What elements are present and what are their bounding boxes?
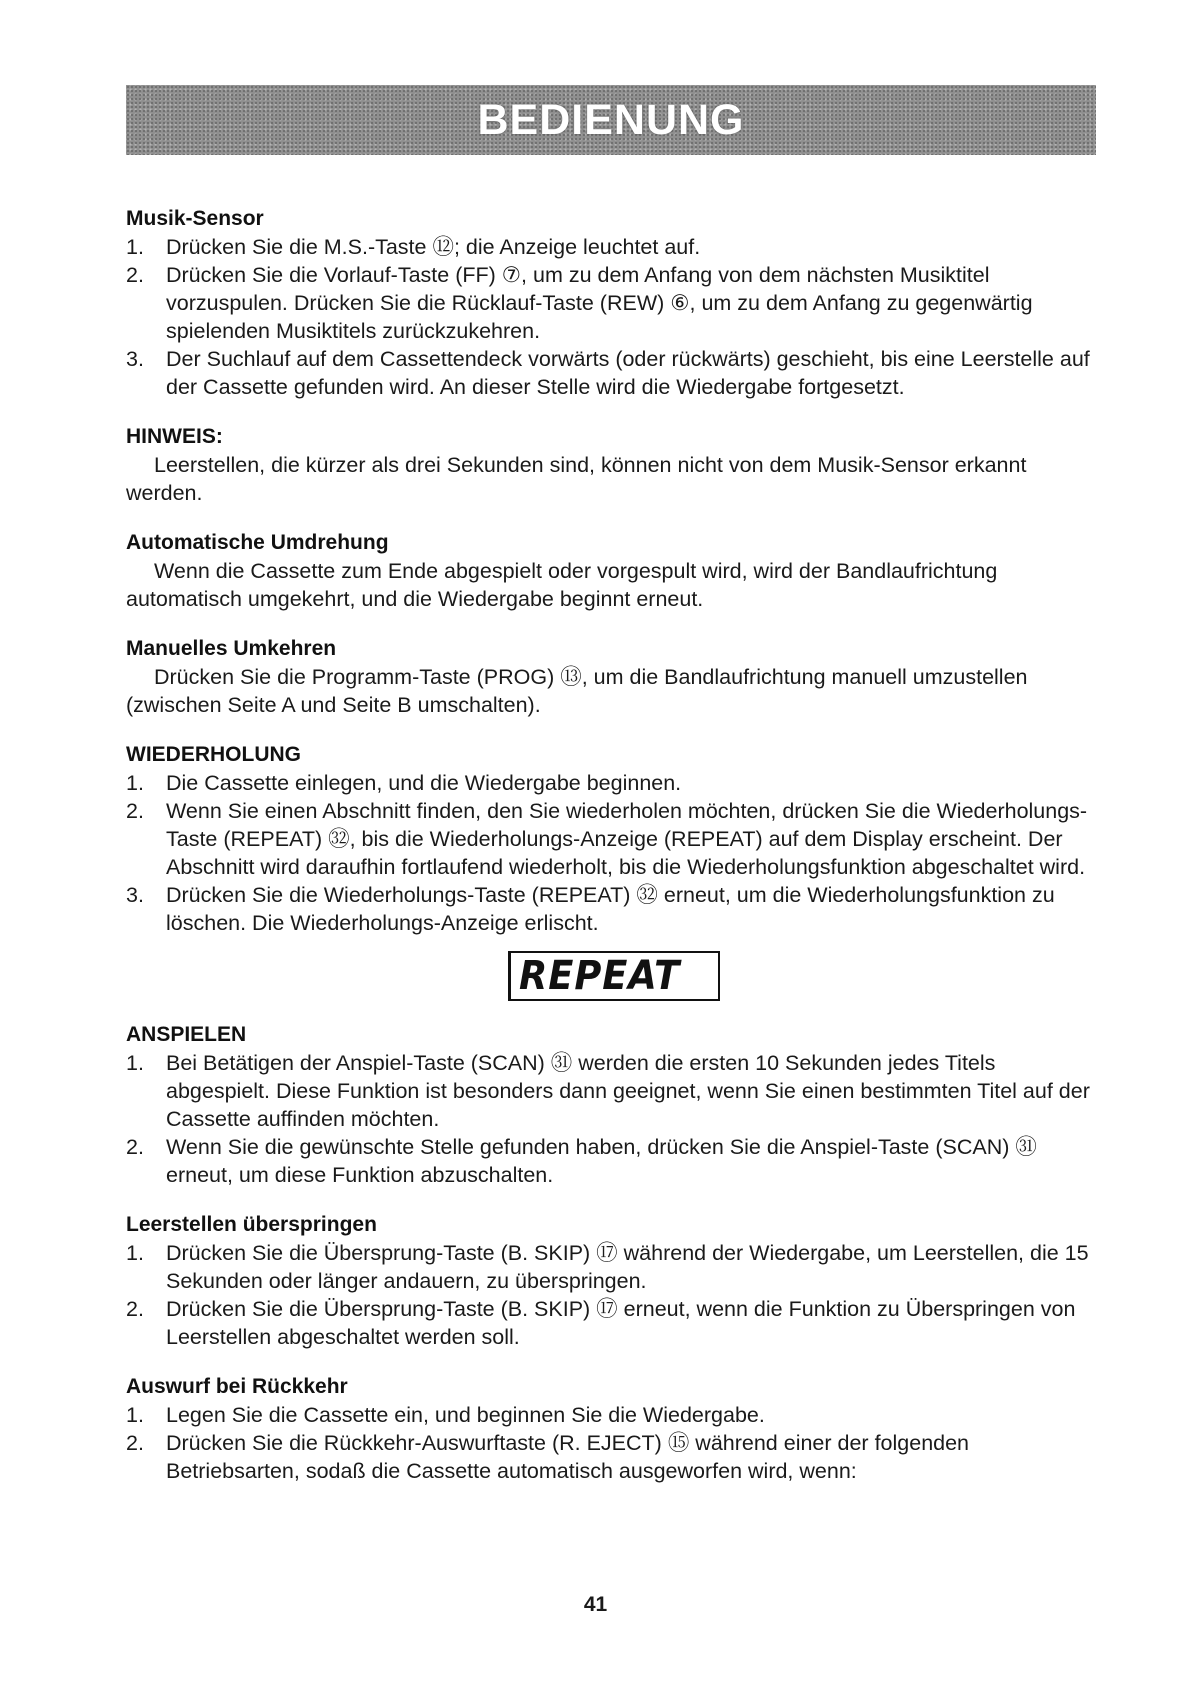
repeat-display-label: REPEAT [519,953,681,999]
step-number: 1. [126,1403,144,1427]
section-scan [126,1021,1096,1189]
step-text: Der Suchlauf auf dem Cassettendeck vorwärts (oder rückwärts) geschieht, bis eine Leerstelle auf der Cassette gefunden wird. An dieser Stelle wird die Wiedergabe fortgesetzt. [166,347,1090,399]
step-number: 1. [126,235,144,259]
step-list [126,233,1096,401]
step-text: Die Cassette einlegen, und die Wiedergabe beginnen. [166,771,682,795]
step-list [126,769,1096,937]
section-heading: Automatische Umdrehung [126,531,389,554]
step-text: Drücken Sie die Rückkehr-Auswurftaste (R. EJECT) ⑮ während einer der folgenden Betriebsarten, sodaß die Cassette automatisch ausgeworfen wird, wenn: [166,1431,970,1483]
list-item [126,261,1096,345]
step-text: Drücken Sie die Übersprung-Taste (B. SKIP) ⑰ erneut, wenn die Funktion zu Überspringen von Leerstellen abgeschaltet werden soll. [166,1297,1076,1349]
page-title: BEDIENUNG [477,95,745,144]
page-number: 41 [583,1593,608,1616]
section-heading: HINWEIS: [126,425,223,448]
step-number: 2. [126,799,144,823]
list-item [126,1133,1096,1189]
title-banner [126,85,1096,155]
list-item [126,1295,1096,1351]
page-content [126,205,1096,1507]
section-heading: ANSPIELEN [126,1023,247,1046]
step-text: Wenn Sie die gewünschte Stelle gefunden haben, drücken Sie die Anspiel-Taste (SCAN) ㉛ erneut, um diese Funktion abzuschalten. [166,1135,1037,1187]
step-number: 3. [126,347,144,371]
step-number: 1. [126,771,144,795]
step-number: 1. [126,1051,144,1075]
section-heading: Leerstellen überspringen [126,1213,377,1236]
step-text: Legen Sie die Cassette ein, und beginnen Sie die Wiedergabe. [166,1403,765,1427]
step-number: 1. [126,1241,144,1265]
section-return-eject [126,1373,1096,1485]
section-manual-reverse [126,635,1096,719]
step-number: 2. [126,1135,144,1159]
list-item [126,797,1096,881]
step-text: Bei Betätigen der Anspiel-Taste (SCAN) ㉛ werden die ersten 10 Sekunden jedes Titels abgespielt. Diese Funktion ist besonders dann geeignet, wenn Sie einen bestimmten Titel auf der Cassette auffinden möchten. [166,1051,1090,1131]
step-text: Drücken Sie die Vorlauf-Taste (FF) ⑦, um zu dem Anfang von dem nächsten Musiktitel vorzuspulen. Drücken Sie die Rücklauf-Taste (REW) ⑥, um zu dem Anfang zu gegenwärtig spielenden Musiktitels zurückzukehren. [166,263,1033,343]
step-number: 2. [126,1297,144,1321]
section-heading: Auswurf bei Rückkehr [126,1375,348,1398]
section-heading: WIEDERHOLUNG [126,743,301,766]
section-repeat [126,741,1096,1001]
list-item [126,233,1096,261]
list-item [126,1429,1096,1485]
step-text: Drücken Sie die M.S.-Taste ⑫; die Anzeige leuchtet auf. [166,235,701,259]
list-item [126,1401,1096,1429]
section-heading: Musik-Sensor [126,207,264,230]
repeat-display-indicator [508,951,720,1001]
list-item [126,881,1096,937]
section-music-sensor [126,205,1096,401]
list-item [126,1049,1096,1133]
section-blank-skip [126,1211,1096,1351]
step-number: 2. [126,263,144,287]
list-item [126,769,1096,797]
note-text: Leerstellen, die kürzer als drei Sekunden sind, können nicht von dem Musik-Sensor erkannt werden. [126,453,1027,505]
step-text: Drücken Sie die Wiederholungs-Taste (REPEAT) ㉜ erneut, um die Wiederholungsfunktion zu löschen. Die Wiederholungs-Anzeige erlischt. [166,883,1055,935]
step-list [126,1401,1096,1485]
list-item [126,1239,1096,1295]
section-text: Wenn die Cassette zum Ende abgespielt oder vorgespult wird, wird der Bandlaufrichtung automatisch umgekehrt, und die Wiedergabe beginnt erneut. [126,559,998,611]
step-text: Wenn Sie einen Abschnitt finden, den Sie wiederholen möchten, drücken Sie die Wiederholungs-Taste (REPEAT) ㉜, bis die Wiederholungs-Anzeige (REPEAT) auf dem Display erscheint. Der Abschnitt wird daraufhin fortlaufend wiederholt, bis die Wiederholungsfunktion abgeschaltet wird. [166,799,1088,879]
step-list [126,1049,1096,1189]
section-text: Drücken Sie die Programm-Taste (PROG) ⑬, um die Bandlaufrichtung manuell umzustellen (zwischen Seite A und Seite B umschalten). [126,665,1028,717]
step-number: 2. [126,1431,144,1455]
section-heading: Manuelles Umkehren [126,637,337,660]
section-note [126,423,1096,507]
list-item [126,345,1096,401]
step-number: 3. [126,883,144,907]
step-text: Drücken Sie die Übersprung-Taste (B. SKIP) ⑰ während der Wiedergabe, um Leerstellen, die 15 Sekunden oder länger andauern, zu überspringen. [166,1241,1089,1293]
step-list [126,1239,1096,1351]
section-auto-reverse [126,529,1096,613]
